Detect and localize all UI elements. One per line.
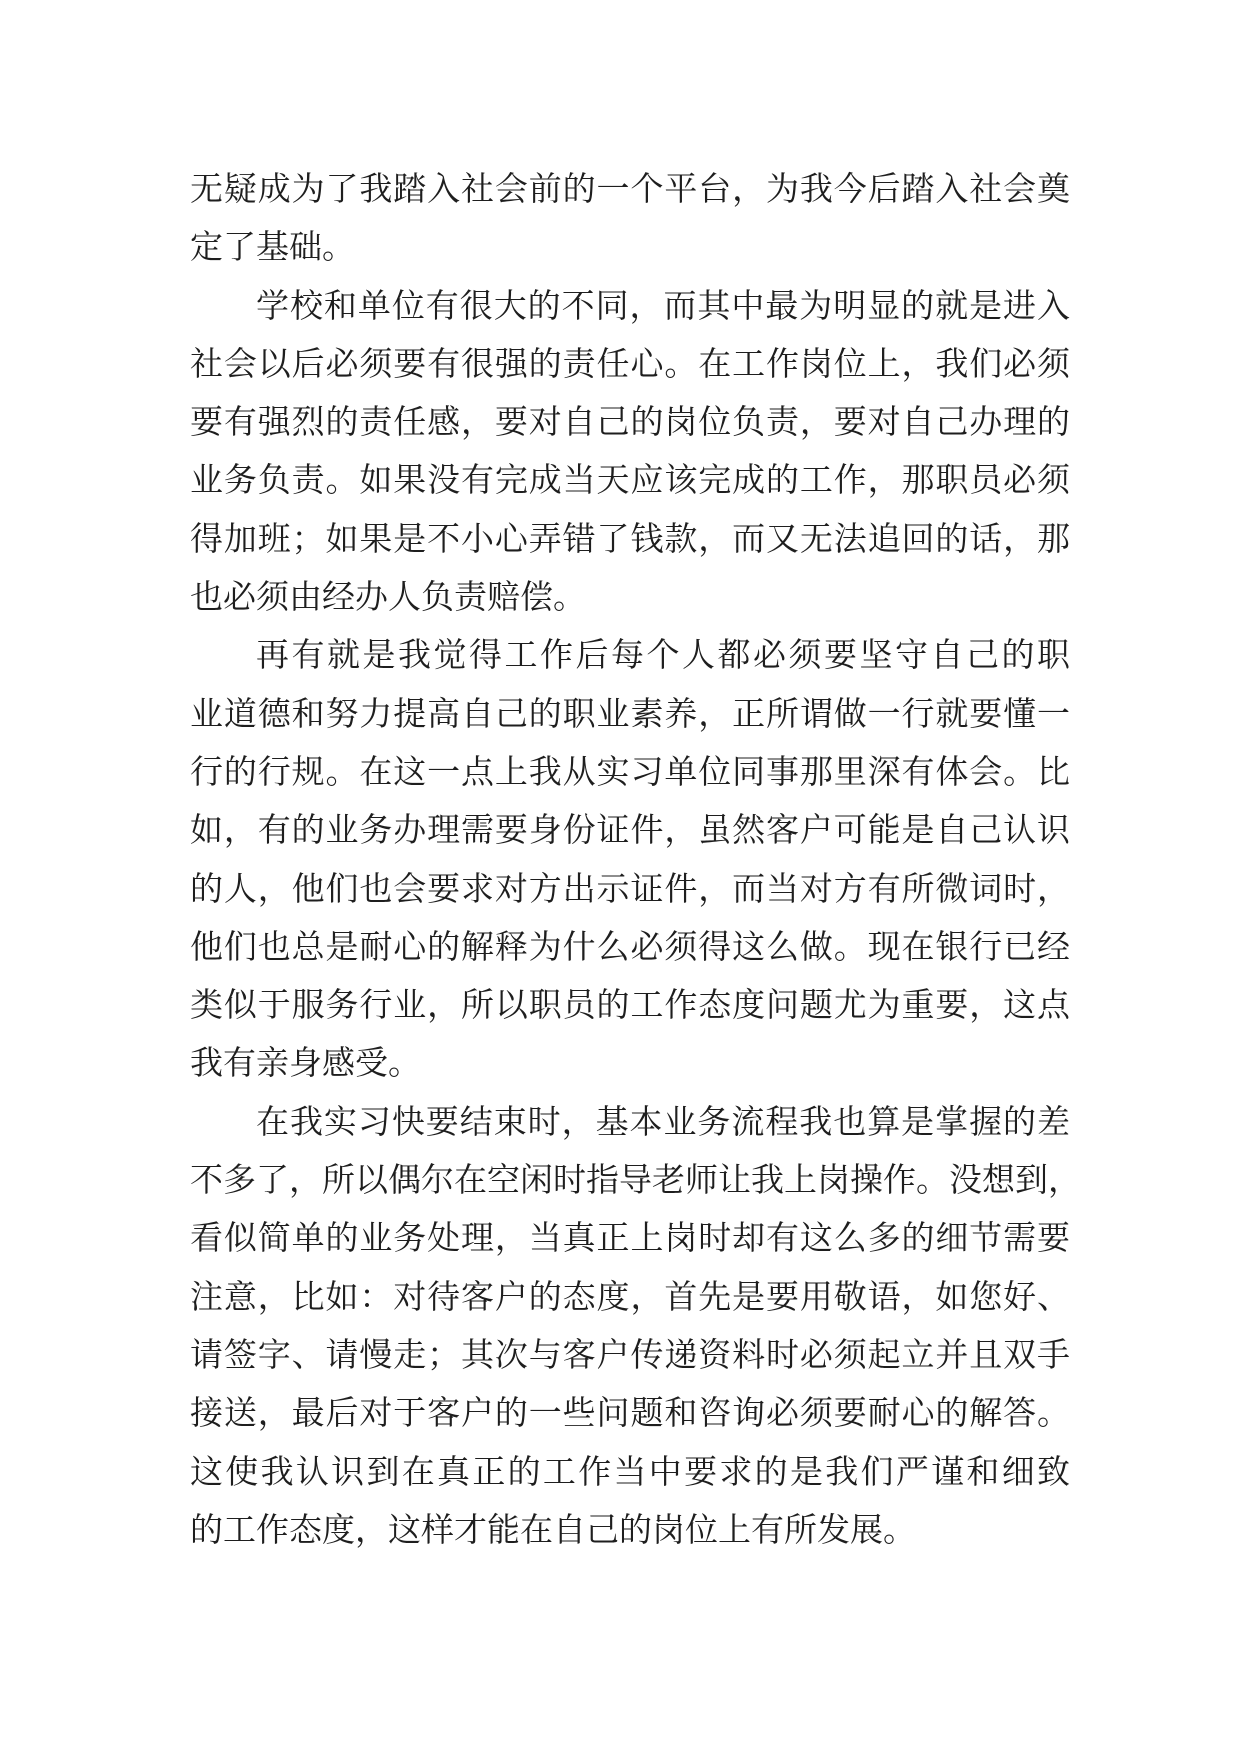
body-text <box>190 160 1081 1559</box>
text-line: 无疑成为了我踏入社会前的一个平台，为我今后踏入社会奠 <box>190 169 1070 208</box>
text-line: 要有强烈的责任感，要对自己的岗位负责，要对自己办理的 <box>190 402 1070 442</box>
text-line: 业务负责。如果没有完成当天应该完成的工作，那职员必须 <box>190 460 1070 500</box>
text-line: 得加班；如果是不小心弄错了钱款，而又无法追回的话，那 <box>190 518 1070 558</box>
text-line: 的工作态度，这样才能在自己的岗位上有所发展。 <box>190 1509 916 1549</box>
paragraph-2 <box>190 277 1070 627</box>
text-line: 再有就是我觉得工作后每个人都必须要坚守自己的职 <box>256 635 1070 675</box>
text-line: 在我实习快要结束时，基本业务流程我也算是掌握的差 <box>256 1101 1070 1141</box>
text-line: 行的行规。在这一点上我从实习单位同事那里深有体会。比 <box>190 751 1070 791</box>
text-line: 我有亲身感受。 <box>190 1043 421 1083</box>
paragraph-4 <box>190 1093 1081 1559</box>
text-line: 社会以后必须要有很强的责任心。在工作岗位上，我们必须 <box>190 343 1070 383</box>
text-line: 注意，比如：对待客户的态度，首先是要用敬语，如您好、 <box>190 1276 1070 1316</box>
paragraph-3 <box>190 626 1070 1092</box>
text-line: 不多了，所以偶尔在空闲时指导老师让我上岗操作。没想到， <box>190 1160 1081 1200</box>
text-line: 请签字、请慢走；其次与客户传递资料时必须起立并且双手 <box>190 1334 1070 1374</box>
text-line: 学校和单位有很大的不同，而其中最为明显的就是进入 <box>256 285 1070 325</box>
text-line: 类似于服务行业，所以职员的工作态度问题尤为重要，这点 <box>190 985 1070 1025</box>
text-line: 定了基础。 <box>190 227 355 267</box>
paragraph-1 <box>190 160 1070 277</box>
text-line: 看似简单的业务处理，当真正上岗时却有这么多的细节需要 <box>190 1218 1070 1258</box>
text-line: 他们也总是耐心的解释为什么必须得这么做。现在银行已经 <box>190 926 1070 966</box>
text-line: 这使我认识到在真正的工作当中要求的是我们严谨和细致 <box>190 1451 1070 1491</box>
text-line: 的人，他们也会要求对方出示证件，而当对方有所微词时， <box>190 868 1070 908</box>
text-line: 如，有的业务办理需要身份证件，虽然客户可能是自己认识 <box>190 810 1070 850</box>
text-line: 也必须由经办人负责赔偿。 <box>190 577 586 617</box>
text-line: 接送，最后对于客户的一些问题和咨询必须要耐心的解答。 <box>190 1393 1070 1433</box>
text-line: 业道德和努力提高自己的职业素养，正所谓做一行就要懂一 <box>190 693 1070 733</box>
